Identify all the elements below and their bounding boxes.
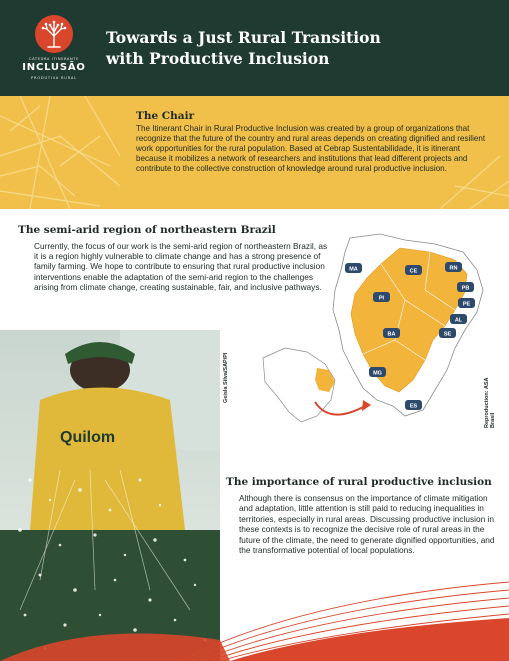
logo-caption-top: CÁTEDRA ITINERANTE bbox=[29, 57, 79, 61]
state-marker-rn bbox=[445, 262, 462, 272]
svg-text:MA: MA bbox=[349, 266, 358, 273]
state-marker-ma bbox=[345, 263, 362, 273]
chair-paragraph: The Itinerant Chair in Rural Productive Inclusion was created by a group of organizations that recognize that the future of the country and rural areas depends on creating dignified and resilient work opportunities for the rural population. Based at Cebrap Sustentabilidade, it is itinerant because it mobilizes a network of researchers and institutions that lead different projects and contribute to the collective construction of knowledge around rural productive inclusion. bbox=[136, 124, 486, 174]
state-marker-pb bbox=[457, 282, 474, 292]
state-marker-ce bbox=[405, 265, 422, 275]
svg-text:CE: CE bbox=[409, 268, 418, 275]
state-marker-mg bbox=[369, 367, 386, 377]
svg-text:SE: SE bbox=[443, 331, 452, 338]
importance-paragraph: Although there is consensus on the importance of climate mitigation and adaptation, little attention is still paid to reducing inequalities in territories, especially in rural areas. Discussing productive inclusion in these contexts is to recognize the decisive role of rural areas in the future of the climate, the need to generate dignified opportunities, and the transformative potential of local populations. bbox=[239, 493, 495, 556]
shirt-text: Quilom bbox=[60, 429, 116, 446]
svg-text:ES: ES bbox=[409, 403, 418, 410]
svg-text:PI: PI bbox=[378, 295, 385, 302]
svg-text:AL: AL bbox=[454, 317, 463, 324]
svg-text:BA: BA bbox=[387, 331, 396, 338]
page-title-line-2: with Productive Inclusion bbox=[106, 49, 330, 68]
header-banner bbox=[0, 0, 509, 96]
photo-credit: Geisla Silva/SAP/PI bbox=[223, 352, 229, 403]
svg-text:RN: RN bbox=[449, 265, 458, 272]
map-credit: Reproduction: ASA Brasil bbox=[484, 377, 496, 428]
svg-text:PB: PB bbox=[461, 285, 470, 292]
chair-section bbox=[0, 96, 509, 209]
state-marker-ba bbox=[383, 328, 400, 338]
state-marker-es bbox=[405, 400, 422, 410]
tree-logo-icon bbox=[34, 14, 74, 54]
state-marker-al bbox=[450, 314, 467, 324]
semi-arid-heading: The semi-arid region of northeastern Brazil bbox=[18, 224, 276, 236]
state-marker-pi bbox=[373, 292, 390, 302]
svg-text:PE: PE bbox=[462, 301, 471, 308]
logo-wordmark: INCLUSÃO bbox=[22, 62, 86, 73]
page-title-line-1: Towards a Just Rural Transition bbox=[106, 28, 381, 47]
svg-text:MG: MG bbox=[373, 370, 382, 377]
state-marker-se bbox=[439, 328, 456, 338]
state-marker-pe bbox=[458, 298, 475, 308]
semi-arid-paragraph: Currently, the focus of our work is the semi-arid region of northeastern Brazil, as it is a region highly vulnerable to climate change and has a strong presence of family farming. We hope to contribute to ensuring that rural productive inclusion interventions enable the adaptation of the semi-arid region to the challenges arising from climate change, creating sustainable, fair, and inclusive pathways. bbox=[34, 241, 328, 292]
importance-heading: The importance of rural productive inclusion bbox=[226, 476, 492, 488]
chair-heading: The Chair bbox=[136, 110, 195, 122]
logo-caption-bottom: PRODUTIVA RURAL bbox=[31, 76, 77, 80]
northeast-brazil-map bbox=[255, 230, 495, 430]
page-title bbox=[106, 27, 466, 69]
decorative-waves bbox=[0, 560, 509, 661]
